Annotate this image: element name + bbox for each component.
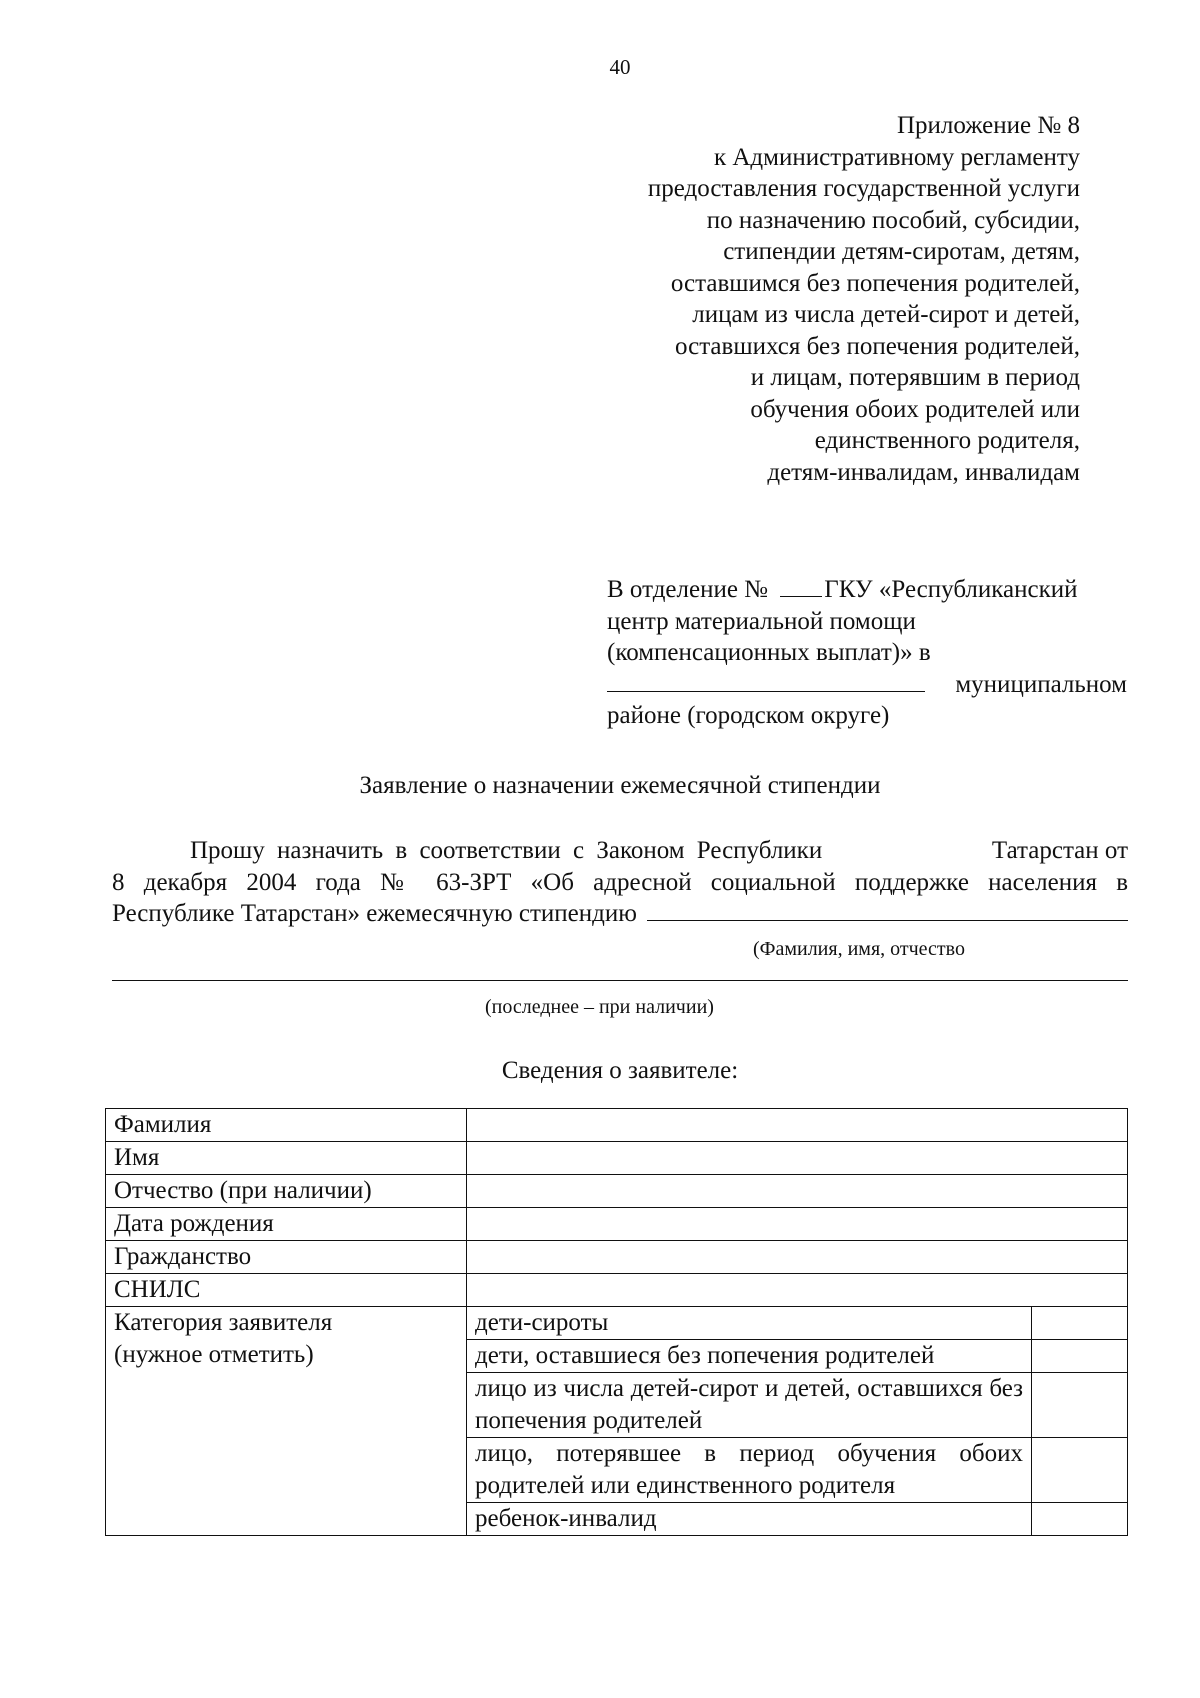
category-checkbox[interactable] [1032,1503,1128,1536]
appendix-line: оставшимся без попечения родителей, [670,269,1080,297]
fio-continuation-field[interactable] [112,980,1128,981]
row-label: Дата рождения [106,1208,467,1241]
row-label: Гражданство [106,1241,467,1274]
category-option: лицо из числа детей-сирот и детей, оставшихся без попечения родителей [467,1373,1032,1438]
table-row [106,1274,1128,1307]
table-row [106,1109,1128,1142]
appendix-line: предоставления государственной услуги [647,175,1080,202]
category-label-line: (нужное отметить) [114,1341,314,1368]
category-option: дети-сироты [467,1307,1032,1340]
municipality-suffix: муниципальном [955,670,1127,698]
request-line: Татарстан от [991,837,1128,864]
category-checkbox[interactable] [1032,1373,1128,1438]
category-checkbox[interactable] [1032,1340,1128,1373]
appendix-line: обучения обоих родителей или [750,395,1080,423]
category-label [106,1307,467,1536]
applicant-table [105,1108,1128,1536]
municipality-field[interactable] [607,671,925,692]
department-prefix: В отделение № [607,576,769,603]
patronymic-field[interactable] [467,1175,1128,1208]
category-label-line: Категория заявителя [114,1309,333,1336]
row-label: Имя [106,1142,467,1175]
category-option: дети, оставшиеся без попечения родителей [467,1340,1032,1373]
row-label: Фамилия [106,1109,467,1142]
appendix-line: по назначению пособий, субсидии, [706,206,1080,234]
department-org: ГКУ «Республиканский [824,576,1078,603]
appendix-line: стипендии детям-сиротам, детям, [723,238,1080,265]
category-option: лицо, потерявшее в период обучения обоих родителей или единственного родителя [467,1438,1032,1503]
table-row [106,1241,1128,1274]
fio-hint: (Фамилия, имя, отчество [753,938,965,960]
patronymic-hint: (последнее – при наличии) [485,996,714,1018]
table-row [106,1142,1128,1175]
appendix-line: детям-инвалидам, инвалидам [767,458,1080,486]
section-title: Сведения о заявителе: [501,1057,739,1084]
category-checkbox[interactable] [1032,1307,1128,1340]
request-paragraph [112,835,1128,930]
addressee-line: районе (городском округе) [607,702,890,729]
appendix-line: лицам из числа детей-сирот и детей, [692,301,1080,328]
category-option: ребенок-инвалид [467,1503,1032,1536]
page-number: 40 [609,55,631,79]
row-label: СНИЛС [106,1274,467,1307]
addressee-block [607,574,1127,732]
appendix-line: к Административному регламенту [713,143,1080,171]
document-title: Заявление о назначении ежемесячной стипендии [359,772,881,799]
appendix-line: Приложение № 8 [896,112,1080,139]
appendix-line: и лицам, потерявшим в период [750,364,1080,391]
citizenship-field[interactable] [467,1241,1128,1274]
row-label: Отчество (при наличии) [106,1175,467,1208]
snils-field[interactable] [467,1274,1128,1307]
department-number-field[interactable] [780,576,822,597]
table-row [106,1208,1128,1241]
table-row [106,1307,1128,1340]
fio-field[interactable] [647,898,1128,921]
table-row [106,1175,1128,1208]
addressee-line: центр материальной помощи [607,607,916,635]
addressee-line: (компенсационных выплат)» в [607,639,931,666]
name-field[interactable] [467,1142,1128,1175]
appendix-line: единственного родителя, [814,427,1080,454]
surname-field[interactable] [467,1109,1128,1142]
birthdate-field[interactable] [467,1208,1128,1241]
appendix-header [520,110,1080,488]
appendix-line: оставшихся без попечения родителей, [674,332,1080,360]
request-line: Республике Татарстан» ежемесячную стипендию [112,900,637,927]
request-line: Прошу назначить в соответствии с Законом Республики [190,837,823,864]
request-line: 8 декабря 2004 года № 63-ЗРТ «Об адресной социальной поддержке населения в [112,868,1128,896]
category-checkbox[interactable] [1032,1438,1128,1503]
